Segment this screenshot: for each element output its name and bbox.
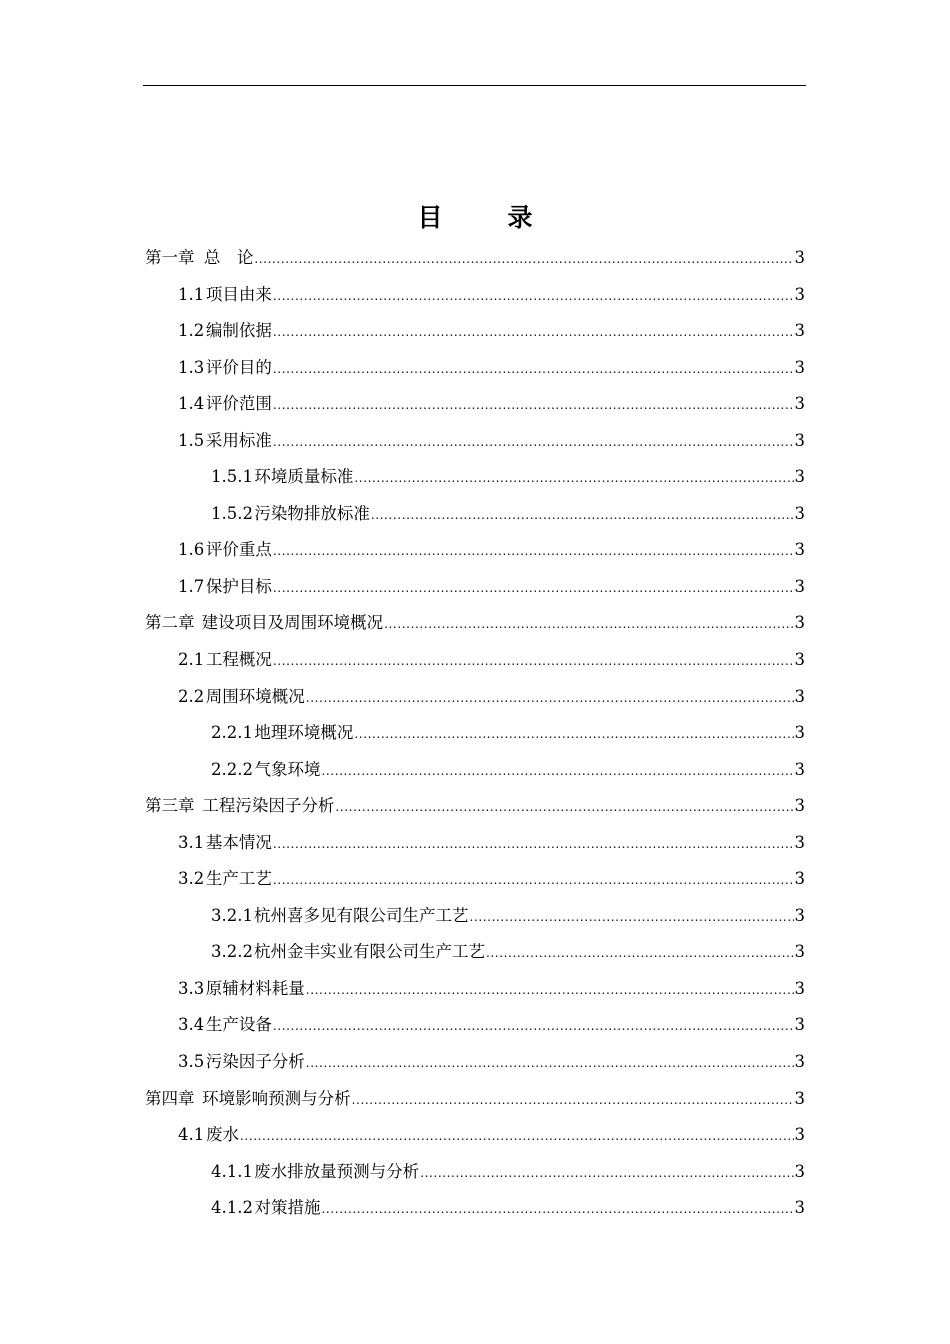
dot-leader — [470, 899, 794, 936]
dot-leader — [273, 643, 794, 680]
header-rule — [143, 85, 806, 86]
entry-title: 工程污染因子分析 — [202, 796, 335, 816]
entry-number: 3.2.1 — [211, 905, 253, 925]
entry-title: 评价目的 — [205, 357, 272, 377]
entry-page-number: 3 — [794, 796, 805, 816]
toc-section-entry[interactable] — [145, 1117, 805, 1154]
entry-number: 第四章 — [145, 1088, 195, 1108]
entry-number: 2.2.1 — [211, 723, 253, 743]
entry-number: 4.1 — [178, 1125, 205, 1145]
toc-subsection-entry[interactable] — [145, 496, 805, 533]
entry-title: 杭州喜多见有限公司生产工艺 — [254, 905, 469, 925]
toc-subsection-entry[interactable] — [145, 752, 805, 789]
toc-chapter-entry[interactable] — [145, 1081, 805, 1118]
entry-number: 4.1.1 — [211, 1161, 253, 1181]
dot-leader — [254, 241, 793, 278]
entry-page-number: 3 — [794, 1088, 805, 1108]
entry-number: 3.2.2 — [211, 942, 253, 962]
entry-title: 基本情况 — [205, 832, 272, 852]
toc-chapter-entry[interactable] — [145, 605, 805, 642]
toc-section-entry[interactable] — [145, 569, 805, 606]
entry-page-number: 3 — [794, 540, 805, 560]
toc-section-entry[interactable] — [145, 825, 805, 862]
dot-leader — [273, 351, 794, 388]
entry-page-number: 3 — [794, 467, 805, 487]
dot-leader — [273, 387, 794, 424]
entry-number: 3.3 — [178, 978, 205, 998]
entry-page-number: 3 — [794, 1198, 805, 1218]
entry-page-number: 3 — [794, 248, 805, 267]
dot-leader — [486, 935, 794, 972]
dot-leader — [306, 972, 794, 1009]
entry-number: 第二章 — [145, 613, 195, 633]
entry-title: 废水 — [205, 1125, 239, 1145]
toc-section-entry[interactable] — [145, 313, 805, 350]
entry-page-number: 3 — [794, 1052, 805, 1072]
entry-page-number: 3 — [794, 978, 805, 998]
toc-subsection-entry[interactable] — [145, 459, 805, 496]
toc-subsection-entry[interactable] — [145, 934, 805, 971]
toc-section-entry[interactable] — [145, 532, 805, 569]
entry-page-number: 3 — [794, 869, 805, 889]
entry-title: 地理环境概况 — [254, 723, 354, 743]
entry-title: 编制依据 — [205, 321, 272, 341]
dot-leader — [321, 1191, 793, 1228]
entry-title: 总 论 — [203, 248, 254, 267]
entry-page-number: 3 — [794, 650, 805, 670]
dot-leader — [354, 460, 793, 497]
toc-chapter-entry[interactable] — [145, 240, 805, 277]
entry-title: 评价重点 — [205, 540, 272, 560]
entry-number: 2.2 — [178, 686, 205, 706]
entry-title: 原辅材料耗量 — [205, 978, 305, 998]
entry-page-number: 3 — [794, 430, 805, 450]
entry-title: 周围环境概况 — [205, 686, 305, 706]
toc-section-entry[interactable] — [145, 277, 805, 314]
entry-number: 4.1.2 — [211, 1198, 253, 1218]
toc-section-entry[interactable] — [145, 1007, 805, 1044]
entry-page-number: 3 — [794, 576, 805, 596]
entry-title: 生产设备 — [205, 1015, 272, 1035]
entry-title: 废水排放量预测与分析 — [254, 1161, 420, 1181]
dot-leader — [273, 533, 794, 570]
dot-leader — [273, 826, 794, 863]
entry-page-number: 3 — [794, 759, 805, 779]
entry-title: 生产工艺 — [205, 869, 272, 889]
entry-page-number: 3 — [794, 357, 805, 377]
dot-leader — [273, 278, 794, 315]
toc-title: 目 录 — [417, 203, 553, 232]
entry-page-number: 3 — [794, 284, 805, 304]
entry-number: 1.1 — [178, 284, 205, 304]
dot-leader — [273, 424, 794, 461]
entry-number: 1.2 — [178, 321, 205, 341]
entry-page-number: 3 — [794, 1161, 805, 1181]
dot-leader — [306, 1045, 794, 1082]
entry-number: 1.4 — [178, 394, 205, 414]
dot-leader — [321, 753, 793, 790]
entry-title: 气象环境 — [254, 759, 321, 779]
entry-number: 1.3 — [178, 357, 205, 377]
toc-section-entry[interactable] — [145, 679, 805, 716]
entry-page-number: 3 — [794, 503, 805, 523]
dot-leader — [352, 1082, 794, 1119]
toc-section-entry[interactable] — [145, 861, 805, 898]
toc-subsection-entry[interactable] — [145, 715, 805, 752]
dot-leader — [384, 606, 793, 643]
toc-section-entry[interactable] — [145, 642, 805, 679]
entry-page-number: 3 — [794, 942, 805, 962]
entry-title: 评价范围 — [205, 394, 272, 414]
dot-leader — [420, 1155, 793, 1192]
entry-page-number: 3 — [794, 613, 805, 633]
entry-title: 保护目标 — [205, 576, 272, 596]
entry-title: 污染因子分析 — [205, 1052, 305, 1072]
entry-number: 1.5.1 — [211, 467, 253, 487]
dot-leader — [273, 862, 794, 899]
entry-number: 3.5 — [178, 1052, 205, 1072]
toc-list — [145, 240, 805, 1227]
entry-number: 1.6 — [178, 540, 205, 560]
dot-leader — [335, 789, 793, 826]
entry-title: 环境影响预测与分析 — [202, 1088, 351, 1108]
entry-page-number: 3 — [794, 1015, 805, 1035]
toc-section-entry[interactable] — [145, 1044, 805, 1081]
entry-number: 1.7 — [178, 576, 205, 596]
toc-subsection-entry[interactable] — [145, 898, 805, 935]
entry-number: 3.4 — [178, 1015, 205, 1035]
entry-number: 2.1 — [178, 650, 205, 670]
entry-number: 3.1 — [178, 832, 205, 852]
toc-subsection-entry[interactable] — [145, 1190, 805, 1227]
entry-page-number: 3 — [794, 1125, 805, 1145]
toc-section-entry[interactable] — [145, 423, 805, 460]
toc-section-entry[interactable] — [145, 386, 805, 423]
entry-number: 2.2.2 — [211, 759, 253, 779]
entry-title: 建设项目及周围环境概况 — [201, 613, 384, 633]
entry-title: 污染物排放标准 — [254, 503, 370, 523]
entry-title: 杭州金丰实业有限公司生产工艺 — [253, 942, 485, 962]
entry-title: 项目由来 — [205, 284, 272, 304]
toc-subsection-entry[interactable] — [145, 1154, 805, 1191]
entry-title: 采用标准 — [205, 430, 272, 450]
dot-leader — [273, 314, 794, 351]
dot-leader — [273, 1008, 794, 1045]
entry-title: 环境质量标准 — [254, 467, 354, 487]
dot-leader — [273, 570, 794, 607]
entry-page-number: 3 — [794, 832, 805, 852]
entry-title: 工程概况 — [205, 650, 272, 670]
entry-page-number: 3 — [794, 905, 805, 925]
entry-number: 3.2 — [178, 869, 205, 889]
entry-number: 第三章 — [145, 796, 195, 816]
entry-number: 1.5 — [178, 430, 205, 450]
entry-page-number: 3 — [794, 394, 805, 414]
entry-title: 对策措施 — [254, 1198, 321, 1218]
dot-leader — [306, 680, 794, 717]
toc-chapter-entry[interactable] — [145, 788, 805, 825]
entry-page-number: 3 — [794, 686, 805, 706]
entry-page-number: 3 — [794, 321, 805, 341]
toc-section-entry[interactable] — [145, 350, 805, 387]
entry-number: 1.5.2 — [211, 503, 253, 523]
dot-leader — [371, 497, 794, 534]
toc-section-entry[interactable] — [145, 971, 805, 1008]
entry-page-number: 3 — [794, 723, 805, 743]
dot-leader — [240, 1118, 794, 1155]
dot-leader — [354, 716, 793, 753]
entry-number: 第一章 — [145, 248, 195, 267]
